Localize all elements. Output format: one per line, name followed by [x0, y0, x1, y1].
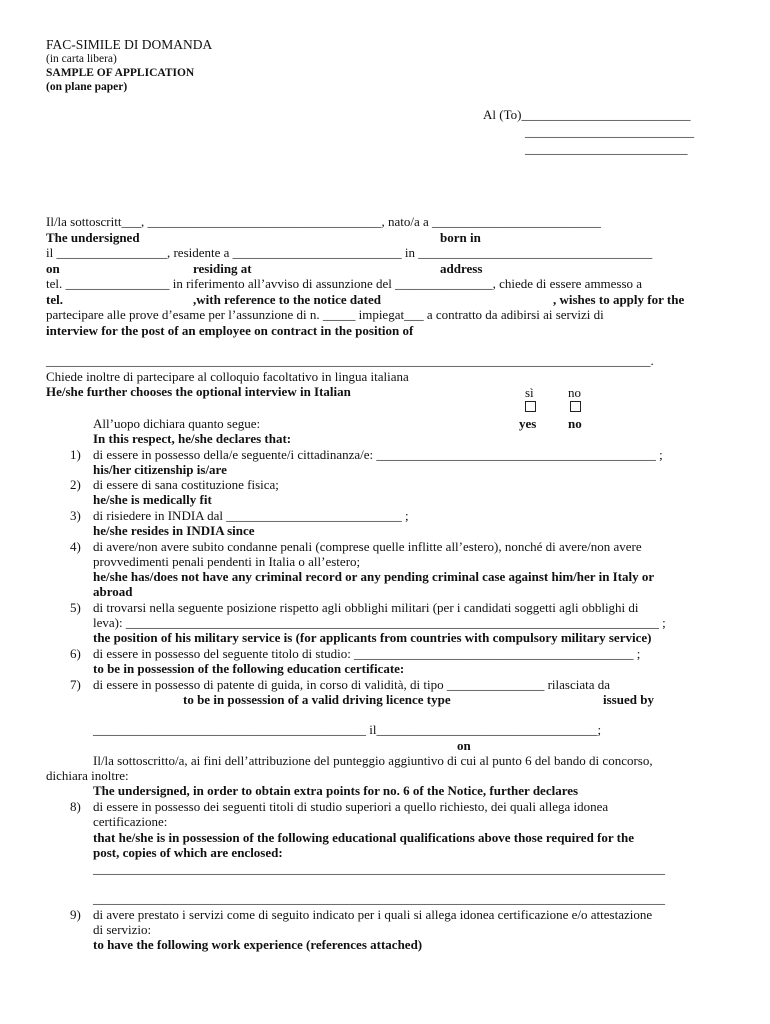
item-4-number: 4): [70, 539, 81, 554]
item-3-en: he/she resides in INDIA since: [93, 523, 255, 538]
item-5-en: the position of his military service is (for applicants from countries with compulsory military service): [93, 630, 652, 645]
extra-it-line-1: Il/la sottoscritto/a, ai fini dell’attribuzione del punteggio aggiuntivo di cui al punto 6 del bando di concorso,: [93, 753, 653, 768]
label-born-in: born in: [440, 230, 481, 245]
item-7-number: 7): [70, 677, 81, 692]
label-on: on: [46, 261, 60, 276]
item-2-en: he/she is medically fit: [93, 492, 212, 507]
extra-it-line-2: dichiara inoltre:: [46, 768, 129, 783]
item-6-en: to be in possession of the following education certificate:: [93, 661, 405, 676]
optional-interview-en: He/she further chooses the optional interview in Italian: [46, 384, 351, 399]
label-wishes-to-apply: , wishes to apply for the: [553, 292, 685, 307]
form-title-italian: FAC-SIMILE DI DOMANDA: [46, 37, 213, 52]
item-8-it-line-2: certificazione:: [93, 814, 168, 829]
item-8-number: 8): [70, 799, 81, 814]
item-7-en: to be in possession of a valid driving licence type: [183, 692, 451, 707]
label-undersigned: The undersigned: [46, 230, 140, 245]
item-8-en-line-2: post, copies of which are enclosed:: [93, 845, 283, 860]
item-4-it-line-2: provvedimenti penali pendenti in Italia o all’estero;: [93, 554, 361, 569]
paper-note-italian: (in carta libera): [46, 53, 117, 65]
item-8-blank-line-1: ________________________________________________________________________________________: [93, 861, 665, 876]
item-1-en: his/her citizenship is/are: [93, 462, 227, 477]
declare-en: In this respect, he/she declares that:: [93, 431, 292, 446]
no-label-it: no: [568, 385, 581, 400]
item-3-it: di risiedere in INDIA dal ___________________________ ;: [93, 508, 409, 523]
personal-line-3-it: tel. ________________ in riferimento all’avviso di assunzione del _______________, chiede di essere ammesso a: [46, 276, 643, 291]
item-8-en-line-1: that he/she is in possession of the following educational qualifications above those required for the: [93, 830, 634, 845]
item-9-number: 9): [70, 907, 81, 922]
item-5-number: 5): [70, 600, 81, 615]
item-2-number: 2): [70, 477, 81, 492]
item-7-issued-by: issued by: [603, 692, 654, 707]
item-7-on-label: on: [457, 738, 471, 753]
item-9-en: to have the following work experience (references attached): [93, 937, 423, 952]
item-5-it-line-2: leva): __________________________________________________________________________________ ;: [93, 615, 666, 630]
position-blank-line: _____________________________________________________________________________________________.: [46, 353, 654, 368]
item-6-it: di essere in possesso del seguente titolo di studio: ___________________________________________ ;: [93, 646, 641, 661]
item-2-it: di essere di sana costituzione fisica;: [93, 477, 279, 492]
addressee-line-2: __________________________: [525, 124, 694, 139]
item-4-en-line-1: he/she has/does not have any criminal record or any pending criminal case against him/her in Italy or: [93, 569, 655, 584]
yes-checkbox[interactable]: [525, 401, 536, 412]
personal-line-2-it: il _________________, residente a __________________________ in ____________________________________: [46, 245, 653, 260]
addressee-line-1: Al (To)__________________________: [483, 107, 691, 122]
extra-en: The undersigned, in order to obtain extra points for no. 6 of the Notice, further declares: [93, 783, 579, 798]
form-title-english: SAMPLE OF APPLICATION: [46, 67, 195, 79]
item-9-it-line-1: di avere prestato i servizi come di seguito indicato per i quali si allega idonea certificazione e/o attestazione: [93, 907, 653, 922]
label-post-position: interview for the post of an employee on contract in the position of: [46, 323, 414, 338]
personal-line-4-it: partecipare alle prove d’esame per l’assunzione di n. _____ impiegat___ a contratto da adibirsi ai servizi di: [46, 307, 604, 322]
personal-line-1-it: Il/la sottoscritt___, ____________________________________, nato/a a __________________________: [46, 214, 601, 229]
label-notice-dated: ,with reference to the notice dated: [193, 292, 381, 307]
item-9-it-line-2: di servizio:: [93, 922, 152, 937]
si-label: sì: [525, 385, 534, 400]
item-7-issuer-date-line: __________________________________________ il__________________________________;: [93, 722, 602, 737]
paper-note-english: (on plane paper): [46, 81, 128, 93]
item-4-en-line-2: abroad: [93, 584, 133, 599]
item-3-number: 3): [70, 508, 81, 523]
label-address: address: [440, 261, 483, 276]
declare-it: All’uopo dichiara quanto segue:: [93, 416, 261, 431]
item-8-blank-line-2: ________________________________________________________________________________________: [93, 891, 665, 906]
optional-interview-it: Chiede inoltre di partecipare al colloquio facoltativo in lingua italiana: [46, 369, 409, 384]
item-4-it-line-1: di avere/non avere subito condanne penali (comprese quelle inflitte all’estero), nonché di avere/non avere: [93, 539, 642, 554]
item-6-number: 6): [70, 646, 81, 661]
item-8-it-line-1: di essere in possesso dei seguenti titoli di studio superiori a quello richiesto, dei quali allega idonea: [93, 799, 609, 814]
item-5-it-line-1: di trovarsi nella seguente posizione rispetto agli obblighi militari (per i candidati soggetti agli obblighi di: [93, 600, 639, 615]
no-checkbox[interactable]: [570, 401, 581, 412]
item-1-it: di essere in possesso della/e seguente/i cittadinanza/e: ___________________________________________ ;: [93, 447, 663, 462]
no-label-en: no: [568, 416, 582, 431]
addressee-line-3: _________________________: [525, 141, 688, 156]
yes-label-en: yes: [519, 416, 537, 431]
label-residing-at: residing at: [193, 261, 252, 276]
item-7-it: di essere in possesso di patente di guida, in corso di validità, di tipo _______________ rilasciata da: [93, 677, 611, 692]
item-1-number: 1): [70, 447, 81, 462]
label-tel: tel.: [46, 292, 63, 307]
